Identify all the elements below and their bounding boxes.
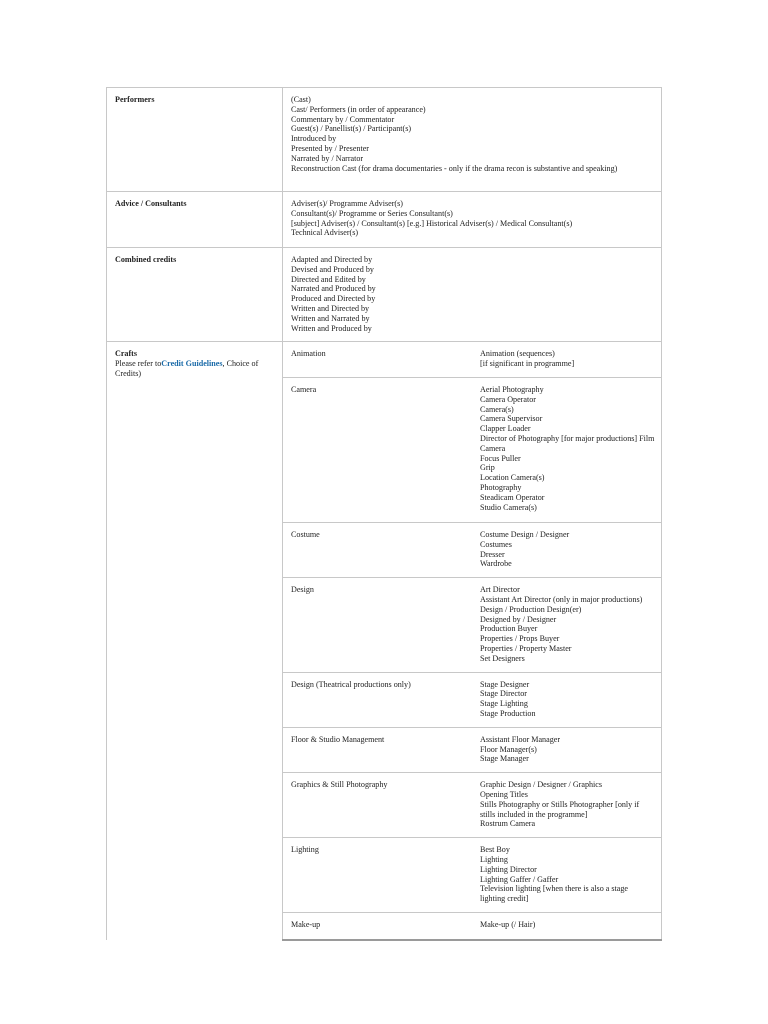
credit-item: Lighting [480,854,508,864]
credit-item: Aerial Photography [480,384,544,394]
credit-item: Devised and Produced by [291,264,374,274]
section-combined [107,248,662,342]
craft-category-cell [283,773,473,838]
craft-category: Design [291,585,314,595]
credit-item: Studio Camera(s) [480,502,537,512]
credit-item: Costume Design / Designer [480,529,570,539]
credit-item: Focus Puller [480,453,521,463]
credit-item: Camera(s) [480,404,514,414]
craft-category-cell [283,342,473,378]
credit-item: Location Camera(s) [480,473,545,483]
section-label: Combined credits [115,255,177,264]
crafts-note-prefix: Please refer to [115,359,162,369]
craft-category-cell [283,727,473,772]
credit-item: Best Boy [480,845,510,855]
credit-item: Written and Narrated by [291,313,370,323]
credit-item: Commentary by / Commentator [291,114,395,124]
section-label: Performers [115,95,155,104]
credit-item: Written and Produced by [291,323,372,333]
craft-items-cell [472,672,662,727]
credit-item: Camera Operator [480,394,536,404]
credit-item: Clapper Loader [480,424,531,434]
credit-item: Floor Manager(s) [480,744,537,754]
credit-item: Rostrum Camera [480,819,536,829]
credit-item: Set Designers [480,653,525,663]
credit-item: Grip [480,463,495,473]
credit-item: Production Buyer [480,624,538,634]
credit-item: Photography [480,482,522,492]
credit-item: Adapted and Directed by [291,255,373,264]
credit-item: (Cast) [291,95,311,104]
credit-item: Cast/ Performers (in order of appearance) [291,104,426,114]
craft-category-cell [283,672,473,727]
credit-item: Dresser [480,549,505,559]
craft-category-cell [283,522,473,577]
credit-item: Stage Designer [480,679,530,689]
credit-item: Assistant Floor Manager [480,734,561,744]
craft-row [107,342,662,378]
credits-document [106,87,662,941]
section-items-cell [283,192,662,248]
craft-category: Animation [291,349,326,359]
craft-items-cell [472,773,662,838]
craft-category-cell [283,912,473,940]
credit-item: Camera Supervisor [480,414,543,424]
craft-category: Floor & Studio Management [291,734,385,744]
credit-item: Stage Lighting [480,699,528,709]
credit-item: Technical Adviser(s) [291,228,359,238]
credit-item: Presented by / Presenter [291,143,369,153]
credit-guidelines-link[interactable]: Credit Guidelines [161,359,223,369]
credit-item: Introduced by [291,134,337,144]
credit-item: Produced and Directed by [291,294,376,304]
crafts-note-suffix: , Choice of Credits) [115,359,259,378]
credit-item: Director of Photography [for major productions] Film Camera [480,433,655,453]
craft-items-cell [472,522,662,577]
credit-item: Adviser(s)/ Programme Adviser(s) [291,199,403,208]
section-items-cell [283,88,662,192]
credit-item: Narrated by / Narrator [291,153,364,163]
credit-item: Lighting Director [480,864,537,874]
credit-item: Stills Photography or Stills Photographer [only if stills included in the programme] [480,799,640,819]
credit-item: Guest(s) / Panellist(s) / Participant(s) [291,124,412,134]
section-label-cell [107,192,283,248]
credit-item: Design / Production Design(er) [480,604,582,614]
craft-category-cell [283,838,473,913]
credit-item: Consultant(s)/ Programme or Series Consultant(s) [291,208,453,218]
credit-item: Opening Titles [480,789,528,799]
craft-category: Make-up [291,919,321,929]
craft-category: Camera [291,384,317,394]
credit-item: Wardrobe [480,559,512,569]
craft-items-cell [472,377,662,522]
craft-items-cell [472,727,662,772]
section-label-cell [107,342,283,941]
credit-item: Lighting Gaffer / Gaffer [480,874,559,884]
credit-item: Costumes [480,539,512,549]
craft-category-cell [283,377,473,522]
craft-category: Graphics & Still Photography [291,780,388,790]
section-items-cell [283,248,662,342]
craft-items-cell [472,578,662,672]
credit-item: Graphic Design / Designer / Graphics [480,780,603,790]
craft-category: Design (Theatrical productions only) [291,679,411,689]
section-label-cell [107,88,283,192]
section-label: Advice / Consultants [115,199,187,208]
credit-item: Television lighting [when there is also a stage lighting credit] [480,884,629,904]
credit-item: Stage Production [480,708,536,718]
craft-category: Costume [291,529,320,539]
credit-item: Directed and Edited by [291,274,366,284]
credit-item: Make-up (/ Hair) [480,919,536,929]
credit-item: Art Director [480,585,520,595]
section-performers [107,88,662,192]
credit-item: Stage Director [480,689,527,699]
credit-item: Reconstruction Cast (for drama documentaries - only if the drama recon is substantive and speaking) [291,163,618,173]
credit-item: [subject] Adviser(s) / Consultant(s) [e.g.] Historical Adviser(s) / Medical Consultant(s) [291,218,573,228]
credit-item: Stage Manager [480,754,529,764]
section-advice [107,192,662,248]
credit-item: Narrated and Produced by [291,284,376,294]
credit-item: Properties / Property Master [480,643,572,653]
section-label-cell [107,248,283,342]
craft-items-cell [472,838,662,913]
credit-item: [if significant in programme] [480,359,575,369]
section-label: Crafts [115,349,138,359]
credit-item: Assistant Art Director (only in major productions) [480,594,643,604]
credit-item: Properties / Props Buyer [480,634,560,644]
credit-item: Designed by / Designer [480,614,557,624]
credit-item: Animation (sequences) [480,349,555,359]
craft-items-cell [472,912,662,940]
craft-items-cell [472,342,662,378]
credit-item: Written and Directed by [291,303,370,313]
craft-category-cell [283,578,473,672]
credit-item: Steadicam Operator [480,492,545,502]
credits-table [106,87,662,941]
craft-category: Lighting [291,845,319,855]
